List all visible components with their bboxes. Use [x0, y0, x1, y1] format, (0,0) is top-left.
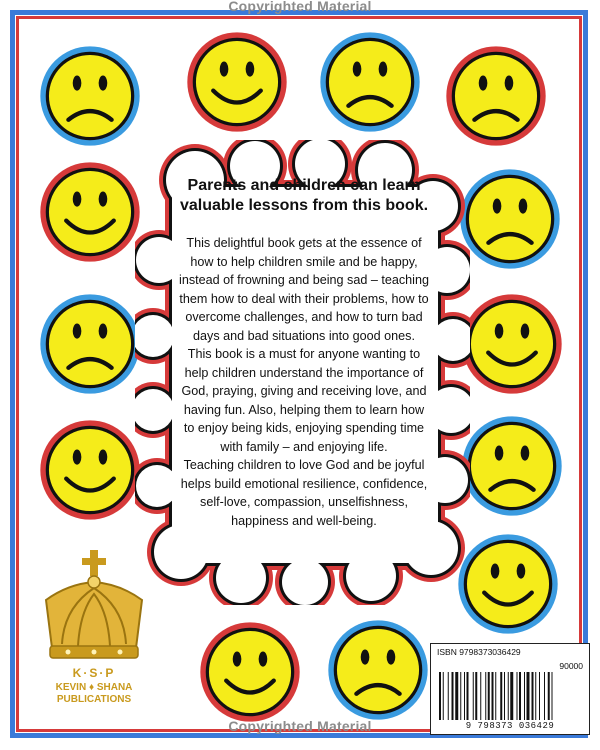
smiley-face-icon — [36, 416, 144, 524]
paragraph-3: Teaching children to love God and be joyful helps build emotional resilience, confidence, self-love, compassion, unselfishness, happiness and well-being. — [180, 458, 428, 528]
publisher-name — [38, 682, 150, 706]
barcode-bars — [439, 672, 583, 720]
publisher-name-line-1: KEVIN ♦ SHANA — [55, 682, 133, 693]
frowny-face-icon — [36, 290, 144, 398]
paragraph-1: This delightful book gets at the essence of how to help children smile and be happy, instead of frowning and being sad – teaching them how to deal with their problems, how to overcome challenges, and how to turn bad days and bad situations into good ones. — [179, 236, 429, 343]
frowny-face-icon — [316, 28, 424, 136]
publisher-logo — [38, 548, 150, 713]
smiley-face-icon — [183, 28, 291, 136]
cloud-text-bubble — [135, 140, 470, 605]
frowny-face-icon — [36, 42, 144, 150]
smiley-face-icon — [458, 290, 566, 398]
smiley-face-icon — [454, 530, 562, 638]
frowny-face-icon — [442, 42, 550, 150]
smiley-face-icon — [196, 618, 304, 726]
headline: Parents and children can learn valuable lessons from this book. — [179, 177, 429, 214]
frowny-face-icon — [324, 616, 432, 724]
watermark-top: Copyrighted Material — [228, 0, 372, 14]
smiley-face-icon — [36, 158, 144, 266]
publisher-initials: K·S·P — [72, 666, 116, 680]
paragraph-2: This book is a must for anyone wanting to help children understand the importance of God, praying, giving and receiving love, and having fun. Also, helping them to learn how to enjoy being kids, enjoying spending time with family – and enjoying life. — [181, 347, 427, 454]
price-code: 90000 — [559, 661, 583, 671]
barcode-digits: 9 798373 036429 — [465, 721, 555, 731]
isbn-number: ISBN 9798373036429 — [437, 647, 521, 657]
cloud-text-content — [179, 176, 429, 530]
watermark-bottom: Copyrighted Material — [228, 718, 372, 734]
frowny-face-icon — [456, 165, 564, 273]
frowny-face-icon — [458, 412, 566, 520]
publisher-name-line-2: PUBLICATIONS — [56, 694, 132, 705]
